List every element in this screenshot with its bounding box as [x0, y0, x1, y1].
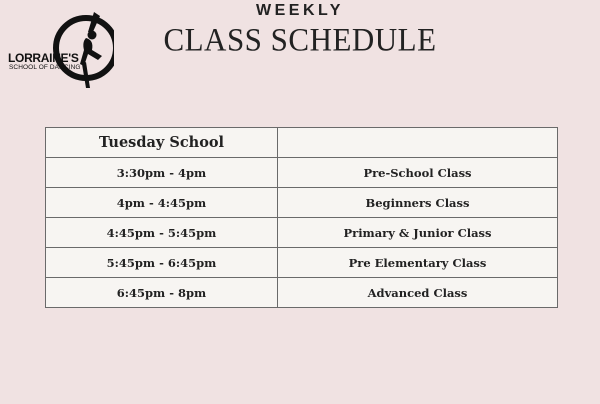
- time-cell: 3:30pm - 4pm: [46, 158, 278, 188]
- table-row: [46, 218, 558, 248]
- time-cell: 6:45pm - 8pm: [46, 278, 278, 308]
- table-row: [46, 188, 558, 218]
- schedule-heading-right: [278, 128, 558, 158]
- logo-subtitle: SCHOOL OF DANCING: [9, 64, 81, 71]
- page-title: CLASS SCHEDULE: [163, 21, 437, 58]
- header-kicker: WEEKLY: [256, 2, 344, 19]
- class-cell: Advanced Class: [278, 278, 558, 308]
- logo-name: LORRAINE'S: [8, 51, 79, 65]
- table-row: [46, 158, 558, 188]
- schedule-heading: Tuesday School: [46, 128, 278, 158]
- table-header-row: [46, 128, 558, 158]
- class-cell: Pre-School Class: [278, 158, 558, 188]
- time-cell: 5:45pm - 6:45pm: [46, 248, 278, 278]
- table-row: [46, 248, 558, 278]
- schedule-table: [45, 127, 558, 308]
- table-row: [46, 278, 558, 308]
- class-cell: Beginners Class: [278, 188, 558, 218]
- class-cell: Primary & Junior Class: [278, 218, 558, 248]
- time-cell: 4pm - 4:45pm: [46, 188, 278, 218]
- time-cell: 4:45pm - 5:45pm: [46, 218, 278, 248]
- class-cell: Pre Elementary Class: [278, 248, 558, 278]
